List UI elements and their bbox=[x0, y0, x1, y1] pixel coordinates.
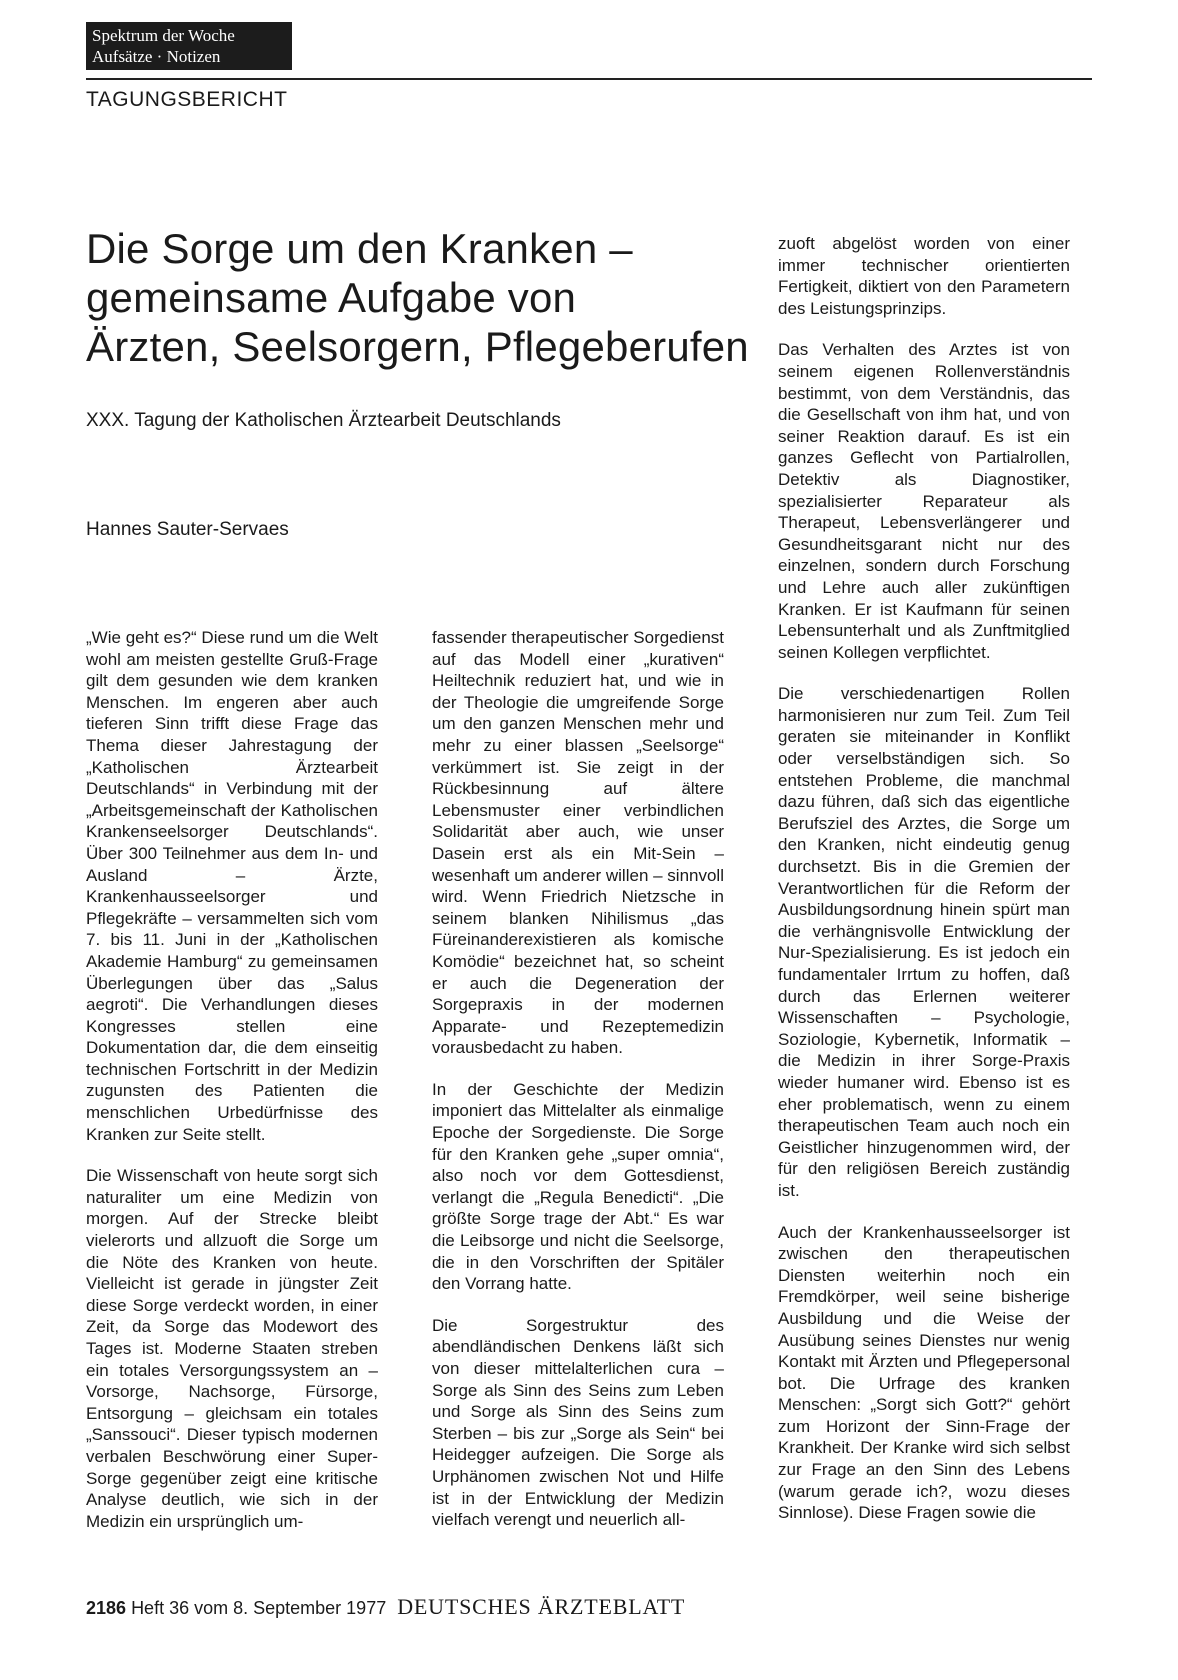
paragraph: zuoft abgelöst worden von einer immer technischer orientierten Fertigkeit, diktiert von den Parametern des Leistungsprinzips. bbox=[778, 234, 1070, 318]
paragraph: Auch der Krankenhausseelsorger ist zwischen den therapeutischen Diensten weiterhin noch ein Fremdkörper, weil seine bisherige Ausbildung und die Weise der Ausübung seines Dienstes nur wenig Kontakt mit Ärzten und Pflegepersonal bot. Die Urfrage des kranken Menschen: „Sorgt sich Gott?“ gehört zum Horizont der Sinn-Frage der Krankheit. Der Kranke wird sich selbst zur Frage an den Sinn des Lebens (warum gerade ich?, wozu dieses Sinnlose). Diese Fragen sowie die bbox=[778, 1222, 1070, 1523]
paragraph: Das Verhalten des Arztes ist von seinem eigenen Rollenverständnis bestimmt, von dem Verständnis, das die Gesellschaft von ihm hat, und von seiner Reaktion darauf. Es ist ein ganzes Geflecht von Partialrollen, Detektiv als Diagnostiker, spezialisierter Reparateur als Therapeut, Lebensverlängerer und Gesundheitsgarant nicht nur des einzelnen, sondern durch Forschung und Lehre auch aller zukünftigen Kranken. Er ist Kaufmann für seinen Lebensunterhalt und als Zunftmitglied seinen Kollegen verpflichtet. bbox=[778, 340, 1070, 662]
title-line-2: gemeinsame Aufgabe von bbox=[86, 274, 577, 321]
article-author: Hannes Sauter-Servaes bbox=[86, 519, 289, 540]
paragraph: Die Sorgestruktur des abendländischen Denkens läßt sich von dieser mittelalterlichen cura – Sorge als Sinn des Seins zum Leben und Sorge als Sinn des Seins zum Sterben – bis zur „Sorge als Sein“ bei Heidegger aufzeigen. Die Sorge als Urphänomen zwischen Not und Hilfe ist in der Entwicklung der Medizin vielfach verengt und neuerlich all- bbox=[432, 1315, 724, 1530]
text-column-3 bbox=[778, 233, 1070, 1524]
badge-line-2: Aufsätze · Notizen bbox=[92, 47, 221, 66]
journal-name: DEUTSCHES ÄRZTEBLATT bbox=[397, 1594, 686, 1619]
paragraph: fassender therapeutischer Sorgedienst auf das Modell einer „kurativen“ Heiltechnik reduziert hat, und wie in der Theologie die umgreifende Sorge um den ganzen Menschen mehr und mehr zu einer blassen „Seelsorge“ verkümmert ist. Sie zeigt in der Rückbesinnung auf ältere Lebensmuster einer verbindlichen Solidarität aber auch, wie unser Dasein erst als ein Mit-Sein – wesenhaft um anderer willen – sinnvoll wird. Wenn Friedrich Nietzsche in seinem blanken Nihilismus „das Füreinanderexistieren als komische Komödie“ bezeichnet hat, so scheint er auch die Degeneration der Sorgepraxis in der modernen Apparate- und Rezeptemedizin vorausbedacht zu haben. bbox=[432, 628, 725, 1058]
header-rule bbox=[86, 78, 1092, 80]
section-badge bbox=[86, 22, 292, 70]
page-number: 2186 bbox=[86, 1598, 127, 1618]
section-label: TAGUNGSBERICHT bbox=[86, 88, 288, 111]
paragraph: In der Geschichte der Medizin imponiert das Mittelalter als einmalige Epoche der Sorgedienste. Die Sorge für den Kranken gehe „super omnia“, also noch vor dem Gottesdienst, verlangt die „Regula Benedicti“. „Die größte Sorge trage der Abt.“ Es war die Leibsorge und nicht die Seelsorge, die in den Vorschriften der Spitäler den Vorrang hatte. bbox=[432, 1079, 724, 1294]
page-footer bbox=[86, 1594, 685, 1620]
title-line-3: Ärzten, Seelsorgern, Pflegeberufen bbox=[86, 323, 749, 370]
paragraph: Die Wissenschaft von heute sorgt sich naturaliter um eine Medizin von morgen. Auf der Strecke bleibt vielerorts und allzuoft die Sorge um die Nöte des Kranken von heute. Vielleicht ist gerade in jüngster Zeit diese Sorge verdeckt worden, in einer Zeit, da Sorge das Modewort des Tages ist. Moderne Staaten streben ein totales Versorgungssystem an – Vorsorge, Nachsorge, Fürsorge, Entsorgung – gleichsam ein totales „Sanssouci“. Dieser typisch modernen verbalen Beschwörung einer Super-Sorge gegenüber zeigt eine kritische Analyse deutlich, wie sich in der Medizin ein ursprünglich um- bbox=[86, 1166, 378, 1531]
article-subtitle: XXX. Tagung der Katholischen Ärztearbeit Deutschlands bbox=[86, 410, 561, 431]
paragraph: „Wie geht es?“ Diese rund um die Welt wohl am meisten gestellte Gruß-Frage gilt dem gesunden wie dem kranken Menschen. Im engeren aber auch tieferen Sinn trifft diese Frage das Thema dieser Jahrestagung der „Katholischen Ärztearbeit Deutschlands“ in Verbindung mit der „Arbeitsgemeinschaft der Katholischen Krankenseelsorger Deutschlands“. Über 300 Teilnehmer aus dem In- und Ausland – Ärzte, Krankenhausseelsorger und Pflegekräfte – versammelten sich vom 7. bis 11. Juni in der „Katholischen Akademie Hamburg“ zu gemeinsamen Überlegungen über das „Salus aegroti“. Die Verhandlungen dieses Kongresses stellen eine Dokumentation dar, die dem einseitig technischen Fortschritt in der Medizin zugunsten des Patienten die menschlichen Urbedürfnisse des Kranken zur Seite stellt. bbox=[86, 628, 378, 1144]
text-column-2 bbox=[432, 627, 724, 1531]
paragraph: Die verschiedenartigen Rollen harmonisieren nur zum Teil. Zum Teil geraten sie miteinander in Konflikt oder verselbständigen sich. So entstehen Probleme, die manchmal dazu führen, daß sich das eigentliche Berufsziel des Arztes, die Sorge um den Kranken, nicht eindeutig genug durchsetzt. Bis in die Gremien der Verantwortlichen für die Reform der Ausbildungsordnung hinein spürt man die verhängnisvolle Entwicklung der Nur-Spezialisierung. Es ist jedoch ein fundamentaler Irrtum zu hoffen, daß durch das Erlernen weiterer Wissenschaften – Psychologie, Soziologie, Kybernetik, Informatik – die Medizin in ihrer Sorge-Praxis wieder humaner wird. Ebenso ist es eher problematisch, wenn zu einem therapeutischen Team auch noch ein Geistlicher hinzugenommen wird, der für den religiösen Bereich zuständig ist. bbox=[778, 684, 1070, 1200]
article-title bbox=[86, 224, 766, 371]
title-line-1: Die Sorge um den Kranken – bbox=[86, 225, 633, 272]
issue-info: Heft 36 vom 8. September 1977 bbox=[131, 1598, 387, 1618]
text-column-1 bbox=[86, 627, 378, 1532]
badge-line-1: Spektrum der Woche bbox=[92, 26, 235, 45]
